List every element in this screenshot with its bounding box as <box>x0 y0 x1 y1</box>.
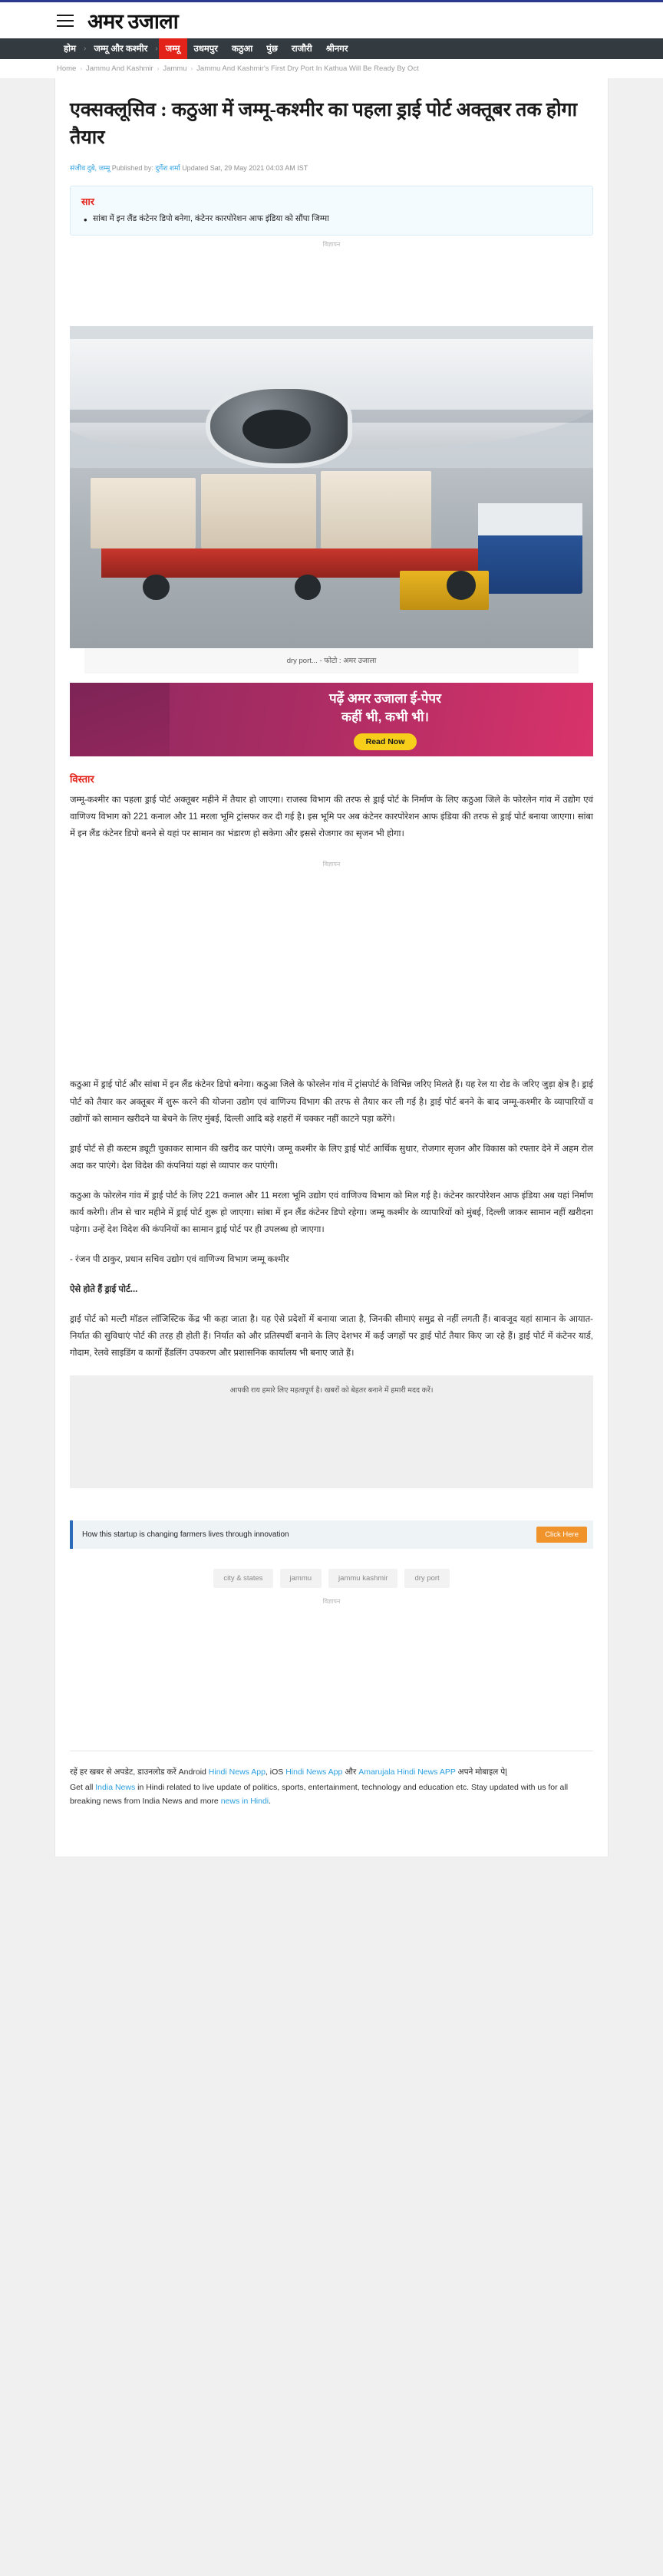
ad-slot-inline-1 <box>55 855 608 984</box>
promo-text: How this startup is changing farmers lives through innovation <box>82 1530 289 1539</box>
footer-text-c: और <box>342 1767 359 1777</box>
breadcrumb <box>0 59 663 78</box>
promo-bar[interactable] <box>70 1520 593 1549</box>
summary-box <box>70 186 593 236</box>
footer-text-d: अपने मोबाइल पे| <box>455 1767 507 1777</box>
tag-list <box>55 1549 608 1593</box>
tag-jammu-kashmir[interactable]: jammu kashmir <box>328 1569 397 1588</box>
section-title-vistaar: विस्तार <box>70 773 94 786</box>
summary-title: सार <box>81 196 94 207</box>
tag-city-states[interactable]: city & states <box>213 1569 272 1588</box>
footer-note-line-2 <box>70 1779 593 1809</box>
click-here-button[interactable]: Click Here <box>536 1527 587 1543</box>
feedback-widget-area[interactable] <box>70 1404 593 1488</box>
footer-link-amarujala-app[interactable]: Amarujala Hindi News APP <box>358 1767 456 1777</box>
tag-jammu[interactable]: jammu <box>280 1569 322 1588</box>
footer-text-f: in Hindi related to live update of politics, sports, entertainment, technology and education etc. Stay updated with us for all breaking news from India News and more <box>70 1782 569 1807</box>
site-header <box>0 2 663 38</box>
read-now-button[interactable]: Read Now <box>354 733 417 750</box>
epaper-headline-line2: कहीं भी, कभी भी। <box>341 710 429 725</box>
hamburger-icon[interactable] <box>57 15 74 27</box>
chevron-right-icon: › <box>83 44 87 53</box>
footer-text-g: . <box>269 1797 272 1807</box>
article-subheading: ऐसे होते हैं ड्राई पोर्ट... <box>70 1285 138 1295</box>
footer-tail <box>55 1829 608 1856</box>
ad-slot-top <box>55 236 608 326</box>
summary-list <box>81 213 582 226</box>
footer-note <box>55 1751 608 1829</box>
chevron-right-icon: › <box>80 65 83 72</box>
footer-text-e: Get all <box>70 1782 96 1792</box>
section-navbar <box>0 38 663 59</box>
chevron-right-icon: › <box>157 65 160 72</box>
footer-link-news-in-hindi[interactable]: news in Hindi <box>220 1797 269 1807</box>
article-hero-image <box>70 326 593 648</box>
ad-label: विज्ञापन <box>322 861 341 868</box>
nav-item-srinagar[interactable]: श्रीनगर <box>325 44 348 54</box>
ad-slot-bottom <box>55 1593 608 1620</box>
footer-link-android-app[interactable]: Hindi News App <box>208 1767 266 1777</box>
byline-published-label: Published by: <box>111 164 153 172</box>
article-paragraph: जम्मू-कश्मीर का पहला ड्राई पोर्ट अक्तूबर महीने में तैयार हो जाएगा। राजस्व विभाग की तरफ से ड्राई पोर्ट के निर्माण के लिए कठुआ जिले के फोरलेन गांव में उद्योग एवं वाणिज्य विभाग को 221 कनाल और 11 मरला भूमि ट्रांसफर कर दी गई है। इस भूमि पर अब कंटेनर कारपोरेशन आफ इंडिया की तरफ से ड्राई पोर्ट बनाया जाएगा। सांबा में इन लैंड कंटेनर डिपो बनने से यहां पर सामान का भंडारण हो सकेगा और इससे रोजगार का सृजन भी होगा। <box>70 796 593 839</box>
byline <box>55 151 608 176</box>
nav-item-home[interactable]: होम <box>64 44 76 54</box>
chevron-right-icon: › <box>190 65 193 72</box>
ad-filler-bottom <box>55 1620 608 1751</box>
nav-item-udhampur[interactable]: उधमपुर <box>193 44 219 54</box>
footer-text-b: , iOS <box>265 1767 286 1777</box>
page-title: एक्सक्लूसिव : कठुआ में जम्मू-कश्मीर का पहला ड्राई पोर्ट अक्तूबर तक होगा तैयार <box>70 100 578 148</box>
breadcrumb-item-jammu-and-kashmir[interactable]: Jammu And Kashmir <box>86 64 153 73</box>
image-caption: dry port... - फोटो : अमर उजाला <box>84 648 579 674</box>
footer-note-line-1 <box>70 1765 593 1779</box>
nav-item-rajouri[interactable]: राजौरी <box>291 44 312 54</box>
tag-dry-port[interactable]: dry port <box>404 1569 449 1588</box>
epaper-headline-line1: पढ़ें अमर उजाला ई-पेपर <box>328 690 442 706</box>
breadcrumb-item-jammu[interactable]: Jammu <box>163 64 187 73</box>
epaper-decoration <box>70 683 170 756</box>
spacer <box>55 1488 608 1510</box>
byline-editor[interactable]: दुर्गेश शर्मा <box>155 164 180 172</box>
article-paragraph: कठुआ के फोरलेन गांव में ड्राई पोर्ट के लिए 221 कनाल और 11 मरला भूमि उद्योग एवं वाणिज्य विभाग को मिल गई है। कंटेनर कारपोरेशन आफ इंडिया अब यहां निर्माण कार्य करेगी। तीन से चार महीने में ड्राई पोर्ट शुरू हो जाएगा। सांबा में इन लैंड कंटेनर डिपो रहेगा। जम्मू कश्मीर के व्यापारियों को मुंबई, दिल्ली जाकर सामान नहीं खरीदना पड़ेगा। उन्हें देश विदेश की कंपनियों का सामान ड्राई पोर्ट पर ही उपलब्ध हो जाएगा। <box>70 1191 593 1235</box>
breadcrumb-item-current: Jammu And Kashmir's First Dry Port In Kathua Will Be Ready By Oct <box>196 64 419 73</box>
ad-label: विज्ञापन <box>322 1597 341 1605</box>
article-paragraph: ड्राई पोर्ट को मल्टी मॉडल लॉजिस्टिक केंद्र भी कहा जाता है। यह ऐसे प्रदेशों में बनाया जाता है, जिनकी सीमाएं समुद्र से नहीं लगती हैं। बावजूद यहां सामान के आयात-निर्यात की सुविधाएं पोर्ट की तरह ही होती हैं। निर्यात को और प्रतिस्पर्धी बनाने के लिए देशभर में कई जगहों पर ड्राई पोर्ट तैयार किए जा रहे हैं। ड्राई पोर्ट में कंटेनर यार्ड, गोदाम, रेलवे साइडिंग व कार्गो हैंडलिंग उपकरण और प्रशासनिक कार्यालय भी बनाए जाते हैं। <box>70 1315 593 1359</box>
breadcrumb-item-home[interactable]: Home <box>57 64 77 73</box>
footer-link-india-news[interactable]: India News <box>95 1782 136 1792</box>
content-shell <box>0 78 663 1856</box>
hero-image-wrap <box>55 326 608 674</box>
byline-author[interactable]: संजीव दुबे, जम्मू <box>70 164 110 172</box>
chevron-right-icon: › <box>155 44 158 53</box>
nav-item-jammu-and-kashmir[interactable]: जम्मू और कश्मीर <box>94 44 148 54</box>
summary-list-item: • सांबा में इन लैंड कंटेनर डिपो बनेगा, कंटेनर कारपोरेशन आफ इंडिया को सौंपा जिम्मा <box>81 213 582 226</box>
article-quote-attribution: - रंजन पी ठाकुर, प्रधान सचिव उद्योग एवं वाणिज्य विभाग जम्मू कश्मीर <box>70 1255 289 1265</box>
article-container <box>54 78 609 1856</box>
nav-item-jammu[interactable]: जम्मू <box>159 38 187 59</box>
nav-item-kathua[interactable]: कठुआ <box>232 44 253 54</box>
article-paragraph: ड्राई पोर्ट से ही कस्टम ड्यूटी चुकाकर सामान की खरीद कर पाएंगे। जम्मू कश्मीर के लिए ड्राई पोर्ट आर्थिक सुधार, रोजगार सृजन और विकास को रफ्तार देने में अहम रोल अदा कर पाएंगे। देश विदेश की कंपनियां यहां से व्यापार कर पाएंगी। <box>70 1144 593 1171</box>
ad-filler <box>55 984 608 1076</box>
nav-item-poonch[interactable]: पुंछ <box>266 44 278 54</box>
feedback-prompt[interactable]: आपकी राय हमारे लिए महत्वपूर्ण है। खबरों को बेहतर बनाने में हमारी मदद करें। <box>70 1375 593 1404</box>
footer-text-a: रहें हर खबर से अपडेट, डाउनलोड करें Android <box>70 1767 209 1777</box>
site-logo[interactable]: अमर उजाला <box>87 10 179 33</box>
epaper-banner[interactable] <box>70 683 593 756</box>
ad-label: विज्ञापन <box>322 241 341 249</box>
footer-link-ios-app[interactable]: Hindi News App <box>285 1767 343 1777</box>
byline-updated-time: Updated Sat, 29 May 2021 04:03 AM IST <box>182 164 308 172</box>
article-paragraph: कठुआ में ड्राई पोर्ट और सांबा में इन लैंड कंटेनर डिपो बनेगा। कठुआ जिले के फोरलेन गांव में ट्रांसपोर्ट के विभिन्न जरिए मिलते हैं। यह रेल या रोड के जरिए जुड़ा क्षेत्र है। ड्राई पोर्ट को तैयार कर अक्तूबर में शुरू करने की योजना उद्योग एवं वाणिज्य विभाग की तरफ से तैयार कर ली गई है। ड्राई पोर्ट बनने के बाद जम्मू-कश्मीर के व्यापारियों व उद्योगों को सामान खरीदने या बेचने के लिए मुंबई, दिल्ली आदि बड़े शहरों में चक्कर नहीं काटने पड़ा करेंगे। <box>70 1080 593 1124</box>
